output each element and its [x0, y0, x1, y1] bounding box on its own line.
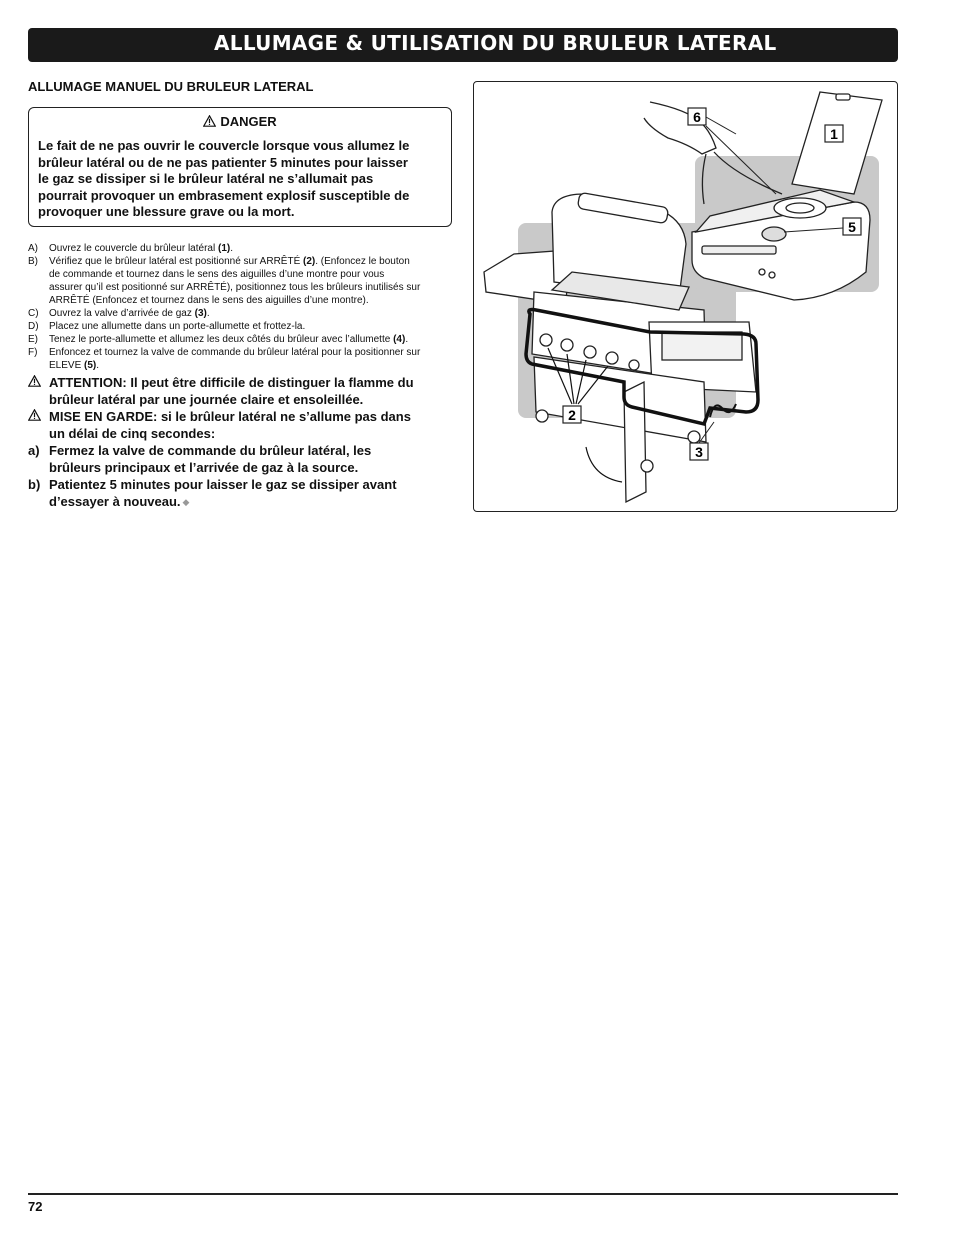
step-f — [28, 346, 456, 372]
step-text: Ouvrez le couvercle du brûleur latéral — [49, 243, 218, 254]
step-text: ARRÊTÉ (Enfoncez et tournez dans le sens des aiguilles d’une montre). — [49, 295, 369, 306]
step-end: . — [405, 334, 409, 345]
step-letter: B) — [28, 256, 38, 267]
step-end: . — [230, 243, 233, 254]
callout-label: 5 — [848, 219, 856, 235]
step-text: Enfoncez et tournez la valve de commande du brûleur latéral pour la positionner sur — [49, 347, 421, 358]
callout-label: 1 — [830, 126, 838, 142]
step-end: . — [96, 360, 100, 371]
warning-icon — [203, 115, 216, 127]
sub-step-a — [28, 442, 456, 476]
callout-label: 6 — [693, 109, 701, 125]
callout-6 — [688, 108, 706, 125]
page-title: ALLUMAGE & UTILISATION DU BRULEUR LATERAL — [214, 31, 777, 55]
sub-step-letter: a) — [28, 443, 40, 458]
section-heading: ALLUMAGE MANUEL DU BRULEUR LATERAL — [28, 79, 314, 94]
mise-en-garde-note — [28, 408, 456, 442]
sub-step-b — [28, 476, 456, 511]
step-letter: C) — [28, 308, 39, 319]
sub-step-line: Fermez la valve de commande du brûleur latéral, les — [49, 443, 372, 458]
step-text: . (Enfoncez le bouton — [315, 256, 410, 267]
page-number: 72 — [28, 1199, 43, 1214]
step-a — [28, 242, 456, 255]
step-letter: D) — [28, 321, 39, 332]
callout-1 — [825, 125, 843, 142]
step-letter: A) — [28, 243, 38, 254]
step-ref: (4) — [393, 334, 406, 345]
grill-illustration — [474, 82, 899, 513]
header-bar — [28, 28, 898, 62]
callout-label: 3 — [695, 444, 703, 460]
sub-step-line: d’essayer à nouveau. — [49, 494, 181, 509]
step-letter: E) — [28, 334, 38, 345]
step-text: assurer qu’il est positionné sur ARRÊTÉ), positionnez tous les brûleurs inutilisés sur — [49, 282, 421, 293]
step-text: de commande et tournez dans le sens des aiguilles d’une montre pour vous — [49, 269, 385, 280]
callout-label: 2 — [568, 407, 576, 423]
callout-5 — [843, 218, 861, 235]
danger-text — [38, 138, 448, 221]
notes — [28, 374, 456, 511]
danger-title — [29, 114, 451, 129]
sub-step-line: brûleurs principaux et l’arrivée de gaz à la source. — [49, 460, 359, 475]
sub-step-letter: b) — [28, 477, 41, 492]
step-e — [28, 333, 456, 346]
danger-line: provoquer une blessure grave ou la mort. — [38, 204, 295, 219]
step-end: . — [206, 308, 210, 319]
step-ref: (5) — [84, 360, 97, 371]
step-text: Tenez le porte-allumette et allumez les deux côtés du brûleur avec l’allumette — [49, 334, 394, 345]
footer-rule — [28, 1193, 898, 1195]
end-diamond-icon: ◆ — [182, 497, 190, 507]
mise-en-garde-line: MISE EN GARDE: si le brûleur latéral ne s’allume pas dans — [49, 409, 411, 424]
attention-line: ATTENTION: Il peut être difficile de distinguer la flamme du — [49, 375, 414, 390]
step-ref: (1) — [217, 243, 231, 254]
danger-line: le gaz se dissiper si le brûleur latéral ne s’allumait pas — [38, 171, 374, 186]
step-text: ELEVE — [49, 360, 85, 371]
step-c — [28, 307, 456, 320]
callout-2 — [563, 406, 581, 423]
step-ref: (3) — [194, 308, 207, 319]
danger-box — [28, 107, 452, 227]
step-text: Placez une allumette dans un porte-allumette et frottez-la. — [49, 321, 306, 332]
step-text: Ouvrez la valve d’arrivée de gaz — [49, 308, 195, 319]
callout-3 — [690, 443, 708, 460]
danger-line: pourrait provoquer un embrasement explosif susceptible de — [38, 187, 410, 203]
step-text: Vérifiez que le brûleur latéral est positionné sur ARRÊTÉ — [49, 256, 304, 267]
danger-line: brûleur latéral ou de ne pas patienter 5 minutes pour laisser — [38, 154, 408, 170]
danger-line: Le fait de ne pas ouvrir le couvercle lorsque vous allumez le — [38, 138, 410, 153]
grill-illustration-frame — [473, 81, 898, 512]
step-b — [28, 255, 456, 307]
attention-note — [28, 374, 456, 408]
sub-step-line: Patientez 5 minutes pour laisser le gaz se dissiper avant — [49, 477, 397, 492]
step-d — [28, 320, 456, 333]
mise-en-garde-line: un délai de cinq secondes: — [49, 426, 216, 441]
warning-icon — [28, 374, 41, 391]
attention-line: brûleur latéral par une journée claire et ensoleillée. — [49, 392, 364, 407]
danger-title-text: DANGER — [220, 114, 277, 129]
warning-icon — [28, 408, 41, 425]
steps-list — [28, 242, 456, 372]
step-letter: F) — [28, 347, 38, 358]
step-ref: (2) — [303, 256, 316, 267]
